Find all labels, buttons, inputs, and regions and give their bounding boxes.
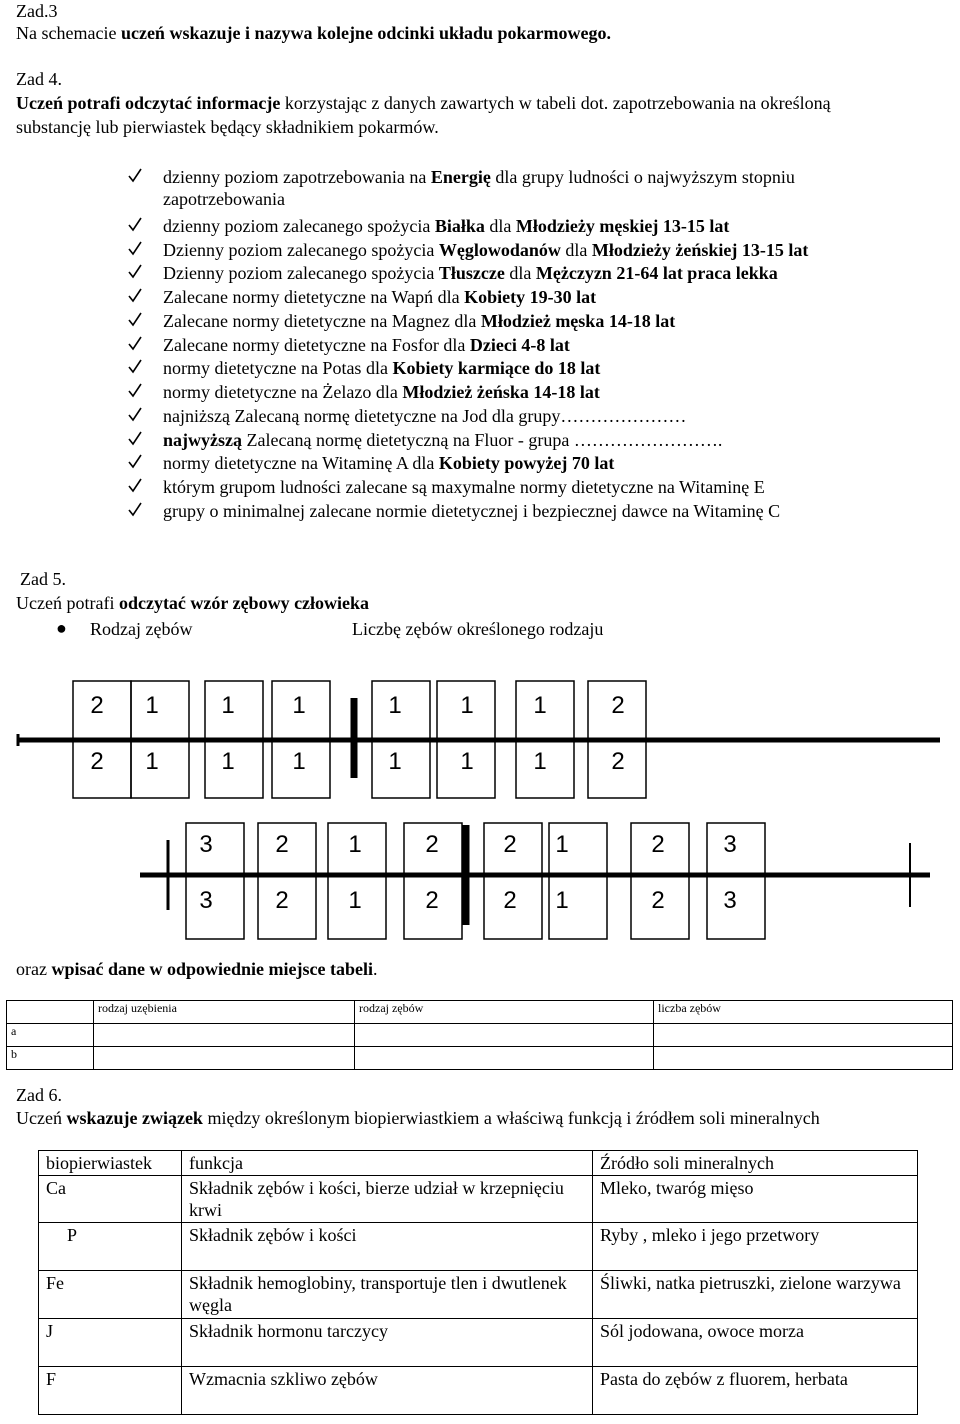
table-cell-source: Śliwki, natka pietruszki, zielone warzywa [593, 1271, 918, 1319]
checklist-item-text: Dzienny poziom zalecanego spożycia [163, 240, 439, 260]
bullet-icon: ● [56, 618, 67, 638]
checklist-item-text: Kobiety 19-30 lat [464, 287, 597, 307]
table-cell[interactable] [7, 1001, 94, 1024]
tooth-count: 1 [460, 692, 474, 719]
tooth-count: 2 [651, 831, 665, 858]
checklist-item-text: dla [560, 240, 592, 260]
tooth-count: 1 [555, 831, 569, 858]
table-cell[interactable] [654, 1024, 953, 1047]
checkmark-icon [127, 429, 143, 451]
tooth-count: 1 [388, 748, 402, 775]
zad4-line2: substancję lub pierwiastek będący składnikiem pokarmów. [16, 117, 439, 137]
zad6-line-bold: wskazuje związek [66, 1108, 203, 1128]
tooth-count: 2 [425, 887, 439, 914]
table-cell[interactable] [654, 1047, 953, 1070]
checklist-item-text: najwyższą [163, 430, 242, 450]
checklist-item-text: Tłuszcze [438, 263, 505, 283]
checklist-item-text: Zalecane normy dietetyczne na Magnez dla [163, 311, 481, 331]
tooth-count: 1 [555, 887, 569, 914]
checklist-item [163, 166, 795, 210]
table-row [39, 1367, 918, 1415]
checklist-item [163, 286, 596, 308]
table-cell-element: J [39, 1319, 182, 1367]
checklist-item-text: normy dietetyczne na Żelazo dla [163, 382, 403, 402]
tooth-count: 1 [292, 748, 306, 775]
zad5-line-bold: odczytać wzór zębowy człowieka [118, 593, 370, 613]
checklist-item-text: Węglowodanów [438, 240, 561, 260]
table-header-cell: Źródło soli mineralnych [593, 1151, 918, 1176]
table-header-cell: biopierwiastek [39, 1151, 182, 1176]
zad6-title: Zad 6. [16, 1085, 62, 1105]
tooth-count: 3 [723, 831, 737, 858]
table-row [7, 1047, 953, 1070]
tooth-count: 2 [651, 887, 665, 914]
checklist-item [163, 381, 600, 403]
checkmark-icon [127, 381, 143, 403]
checklist-item-text: normy dietetyczne na Witaminę A dla [163, 453, 439, 473]
zad4-line1-rest: korzystając z danych zawartych w tabeli dot. zapotrzebowania na określoną [280, 93, 831, 113]
table-cell[interactable] [94, 1024, 355, 1047]
table-row [39, 1176, 918, 1223]
table-row [39, 1223, 918, 1271]
checklist-item-text: Dzieci 4-8 lat [469, 335, 570, 355]
table-header-cell: funkcja [182, 1151, 593, 1176]
table-row [7, 1001, 953, 1024]
checklist-item-text: normy dietetyczne na Potas dla [163, 358, 393, 378]
checklist-item [163, 429, 722, 451]
tooth-count: 2 [275, 831, 289, 858]
table-header-row [39, 1151, 918, 1176]
checklist-item-text: Zalecane normy dietetyczne na Wapń dla [163, 287, 465, 307]
checkmark-icon [127, 334, 143, 356]
tooth-count: 1 [388, 692, 402, 719]
zad4-line1-bold: Uczeń potrafi odczytać informacje [16, 93, 281, 113]
tooth-count: 3 [723, 887, 737, 914]
tooth-count: 1 [348, 887, 362, 914]
table-cell[interactable] [355, 1047, 654, 1070]
table-cell-source: Sól jodowana, owoce morza [593, 1319, 918, 1367]
table-cell-function: Składnik hormonu tarczycy [182, 1319, 593, 1367]
checklist-item-text: grupy o minimalnej zalecane normie dietetycznej i bezpiecznej dawce na Witaminę C [163, 501, 781, 521]
zad5-bullet-a: Rodzaj zębów [90, 619, 193, 639]
checklist-item-text: dla [504, 263, 536, 283]
table-cell-element: Fe [39, 1271, 182, 1319]
checklist-item-text: Dzienny poziom zalecanego spożycia [163, 263, 439, 283]
checklist-item-text: Młodzieży męskiej 13-15 lat [515, 216, 730, 236]
table-cell-function: Składnik zębów i kości, bierze udział w krzepnięciu krwi [182, 1176, 593, 1223]
checklist-item-text: Młodzieży żeńskiej 13-15 lat [591, 240, 809, 260]
checklist-item [163, 334, 570, 356]
checklist-item-text: dzienny poziom zapotrzebowania na [163, 167, 431, 187]
zad3-title: Zad.3 [16, 1, 58, 21]
zad4-line1 [16, 92, 831, 114]
checklist-item [163, 310, 675, 332]
checklist-item [163, 239, 808, 261]
checkmark-icon [127, 500, 143, 522]
checkmark-icon [127, 405, 143, 427]
checklist-item-text: Mężczyzn 21-64 lat praca lekka [535, 263, 778, 283]
checklist-item-text: najniższą Zalecaną normę dietetyczne na Jod dla grupy………………… [163, 406, 687, 426]
tooth-count: 1 [533, 748, 547, 775]
checklist-item-text: dla [484, 216, 516, 236]
checkmark-icon [127, 166, 143, 188]
tooth-count: 1 [145, 748, 159, 775]
tooth-count: 2 [90, 748, 104, 775]
tooth-count: 3 [199, 831, 213, 858]
zad5-title: Zad 5. [20, 569, 66, 589]
zad5-after-bold: wpisać dane w odpowiednie miejsce tabeli [51, 959, 373, 979]
table-cell-element: Ca [39, 1176, 182, 1223]
checklist-item-text: dzienny poziom zalecanego spożycia [163, 216, 435, 236]
dentition-table [6, 1000, 953, 1070]
tooth-count: 3 [199, 887, 213, 914]
checklist-item [163, 357, 600, 379]
checklist-item-text: Energię [430, 167, 491, 187]
checklist-item-text: Młodzież żeńska 14-18 lat [402, 382, 600, 402]
zad6-line [16, 1107, 820, 1129]
zad4-title: Zad 4. [16, 69, 62, 89]
tooth-count: 1 [533, 692, 547, 719]
tooth-count: 2 [611, 692, 625, 719]
zad3-line [16, 22, 611, 44]
table-cell-source: Mleko, twaróg mięso [593, 1176, 918, 1223]
checklist-item-text: Zalecaną normę dietetyczną na Fluor - grupa ……………………. [242, 430, 723, 450]
table-header-cell: rodzaj uzębienia [94, 1001, 355, 1024]
tooth-count: 1 [292, 692, 306, 719]
table-header-cell: rodzaj zębów [355, 1001, 654, 1024]
table-row [7, 1024, 953, 1047]
table-row-label: b [7, 1047, 94, 1070]
checklist-item-text: Białka [434, 216, 485, 236]
zad6-line-pre: Uczeń [16, 1108, 67, 1128]
checklist-item [163, 500, 780, 522]
tooth-count: 1 [145, 692, 159, 719]
tooth-count: 2 [611, 748, 625, 775]
zad3-line-bold: uczeń wskazuje i nazywa kolejne odcinki układu pokarmowego. [120, 23, 611, 43]
bioelement-table [38, 1150, 918, 1415]
table-cell[interactable] [355, 1024, 654, 1047]
checkmark-icon [127, 286, 143, 308]
table-cell-source: Pasta do zębów z fluorem, herbata [593, 1367, 918, 1415]
checklist-item-text: Zalecane normy dietetyczne na Fosfor dla [163, 335, 470, 355]
table-cell-element: F [39, 1367, 182, 1415]
table-row [39, 1319, 918, 1367]
checkmark-icon [127, 452, 143, 474]
table-cell-element: P [39, 1223, 182, 1271]
checklist-item-text: Kobiety powyżej 70 lat [438, 453, 615, 473]
zad5-after-pre: oraz [16, 959, 52, 979]
table-cell-function: Składnik zębów i kości [182, 1223, 593, 1271]
table-header-cell: liczba zębów [654, 1001, 953, 1024]
table-row-label: a [7, 1024, 94, 1047]
checklist-item-text: którym grupom ludności zalecane są maxymalne normy dietetyczne na Witaminę E [163, 477, 765, 497]
checkmark-icon [127, 215, 143, 237]
checkmark-icon [127, 239, 143, 261]
checklist-item [163, 215, 729, 237]
checkmark-icon [127, 476, 143, 498]
zad5-after-end: . [372, 959, 378, 979]
checkmark-icon [127, 262, 143, 284]
zad5-bullet-b: Liczbę zębów określonego rodzaju [352, 619, 604, 639]
table-cell-source: Ryby , mleko i jego przetwory [593, 1223, 918, 1271]
zad5-line [16, 592, 369, 614]
tooth-count: 2 [503, 831, 517, 858]
table-row [39, 1271, 918, 1319]
zad3-line-pre: Na schemacie [16, 23, 121, 43]
tooth-count: 2 [503, 887, 517, 914]
tooth-formula-diagram-1 [0, 670, 960, 810]
zad5-after [16, 958, 377, 980]
checkmark-icon [127, 310, 143, 332]
table-cell-function: Wzmacnia szkliwo zębów [182, 1367, 593, 1415]
checklist-item [163, 405, 686, 427]
tooth-count: 2 [275, 887, 289, 914]
tooth-count: 1 [221, 748, 235, 775]
checkmark-icon [127, 357, 143, 379]
checklist-item [163, 262, 778, 284]
tooth-count: 2 [90, 692, 104, 719]
table-cell[interactable] [94, 1047, 355, 1070]
checklist-item [163, 452, 614, 474]
tooth-count: 1 [348, 831, 362, 858]
tooth-count: 1 [221, 692, 235, 719]
zad6-line-rest: między określonym biopierwiastkiem a właściwą funkcją i źródłem soli mineralnych [202, 1108, 820, 1128]
checklist-item-text-line2: zapotrzebowania [163, 189, 285, 209]
checklist-item-text: Młodzież męska 14-18 lat [480, 311, 676, 331]
checklist-item-text: Kobiety karmiące do 18 lat [392, 358, 601, 378]
tooth-count: 2 [425, 831, 439, 858]
zad5-line-pre: Uczeń potrafi [16, 593, 119, 613]
checklist-item-text: dla grupy ludności o najwyższym stopniu [490, 167, 795, 187]
tooth-formula-diagram-2 [0, 815, 960, 945]
table-cell-function: Składnik hemoglobiny, transportuje tlen i dwutlenek węgla [182, 1271, 593, 1319]
tooth-count: 1 [460, 748, 474, 775]
checklist-item [163, 476, 765, 498]
